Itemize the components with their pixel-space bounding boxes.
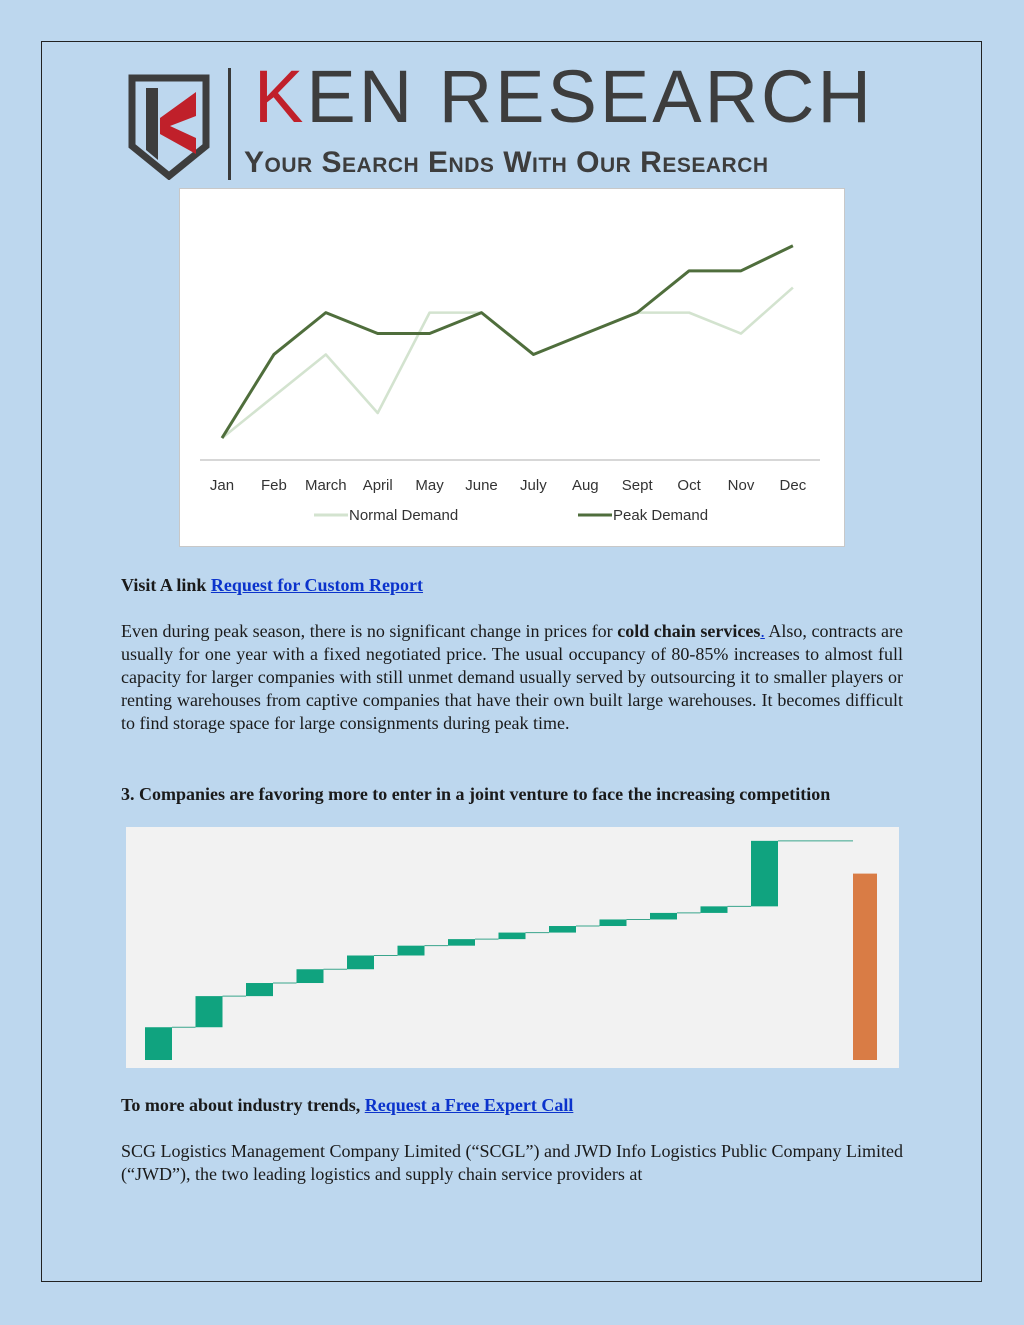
waterfall-bar <box>347 956 374 970</box>
ken-research-logo <box>126 55 901 187</box>
waterfall-bar <box>650 913 677 920</box>
x-tick-label: Jan <box>209 477 235 494</box>
waterfall-chart <box>126 827 899 1068</box>
x-tick-label: Sept <box>621 477 653 494</box>
logo-wordmark-k: K <box>254 55 307 138</box>
x-tick-label: Dec <box>779 477 807 494</box>
x-tick-label: Nov <box>727 477 755 494</box>
paragraph1-before: Even during peak season, there is no significant change in prices for <box>121 621 618 641</box>
waterfall-bar <box>600 919 627 926</box>
paragraph1-after: Also, contracts are usually for one year with a fixed negotiated price. The usual occupancy of 80-85% increases to almost full capacity for larger companies with still unmet demand usually served by outsourcing it to smaller players or renting warehouses from captive companies that have their own built large warehouses. It becomes difficult to find storage space for large consignments during peak time. <box>121 621 903 733</box>
visit-link-line <box>121 574 903 597</box>
waterfall-bar <box>196 996 223 1027</box>
logo-divider <box>228 68 231 180</box>
logo-wordmark <box>254 54 874 139</box>
logo-wordmark-rest: EN RESEARCH <box>306 55 874 138</box>
x-tick-label: May <box>415 477 444 494</box>
waterfall-bar <box>549 926 576 933</box>
x-tick-label: Feb <box>260 477 287 494</box>
waterfall-bar <box>701 906 728 913</box>
legend-label: Peak Demand <box>613 507 709 524</box>
series-line-normal-demand <box>222 288 793 439</box>
waterfall-bar <box>145 1027 172 1060</box>
request-expert-call-link[interactable]: Request a Free Expert Call <box>364 1095 574 1115</box>
paragraph1-inline-link[interactable]: . <box>760 621 765 641</box>
waterfall-total-bar <box>853 874 877 1060</box>
x-tick-label: June <box>465 477 498 494</box>
waterfall-bar <box>297 969 324 983</box>
logo-tagline: Your Search Ends With Our Research <box>244 146 769 179</box>
paragraph1-bold-term: cold chain services <box>617 621 761 641</box>
legend-label: Normal Demand <box>349 507 459 524</box>
x-tick-label: July <box>520 477 547 494</box>
series-line-peak-demand <box>222 246 793 438</box>
paragraph-cold-chain-prices <box>121 620 903 735</box>
paragraph-scgl-jwd: SCG Logistics Management Company Limited (“SCGL”) and JWD Info Logistics Public Company Limited (“JWD”), the two leading logistics and supply chain service providers at <box>121 1141 903 1184</box>
section-heading-joint-venture: 3. Companies are favoring more to enter in a joint venture to face the increasing competition <box>121 784 831 804</box>
demand-line-chart <box>179 188 845 547</box>
request-custom-report-link[interactable]: Request for Custom Report <box>210 575 424 595</box>
ken-research-k-emblem-icon <box>126 68 212 180</box>
demand-line-chart-svg <box>180 189 844 546</box>
x-tick-label: Oct <box>677 477 701 494</box>
waterfall-bar <box>499 933 526 940</box>
waterfall-bar <box>751 841 778 907</box>
industry-trends-line <box>121 1094 903 1117</box>
x-tick-label: March <box>304 477 347 494</box>
waterfall-chart-svg <box>126 827 899 1068</box>
visit-link-prefix: Visit A link <box>121 575 211 595</box>
industry-trends-prefix: To more about industry trends, <box>121 1095 365 1115</box>
waterfall-bar <box>398 946 425 956</box>
x-tick-label: April <box>362 477 393 494</box>
x-tick-label: Aug <box>571 477 599 494</box>
waterfall-bar <box>448 939 475 946</box>
waterfall-bar <box>246 983 273 996</box>
